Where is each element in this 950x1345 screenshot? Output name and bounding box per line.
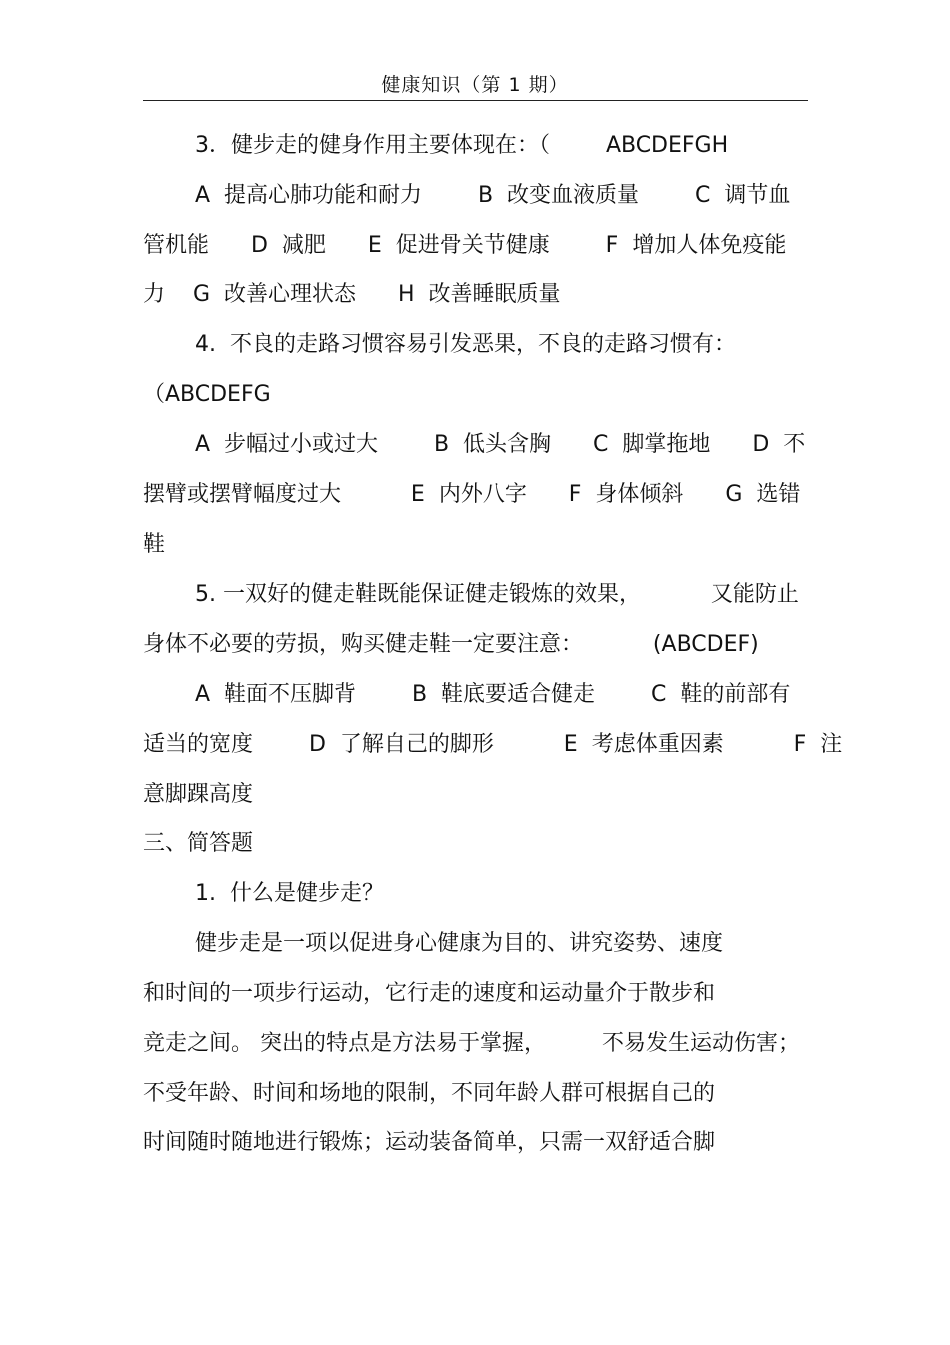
text-line: 时间随时随地进行锻炼；运动装备简单，只需一双舒适合脚 [143,1130,716,1155]
text-line: 身体不必要的劳损，购买健走鞋一定要注意： (ABCDEF) [143,632,759,657]
text-line: 5. 一双好的健走鞋既能保证健走锻炼的效果， 又能防止 [195,582,799,607]
text-line: 不受年龄、时间和场地的限制，不同年龄人群可根据自己的 [143,1081,716,1106]
text-line: 摆臂或摆臂幅度过大 E 内外八字 F 身体倾斜 G 选错 [143,482,801,507]
text-line: 和时间的一项步行运动，它行走的速度和运动量介于散步和 [143,981,716,1006]
text-line: A 步幅过小或过大 B 低头含胸 C 脚掌拖地 D 不 [195,432,806,457]
page-header-title: 健康知识（第 1 期） [381,74,569,96]
text-line: 竞走之间。 突出的特点是方法易于掌握， 不易发生运动伤害； [143,1031,800,1056]
header-divider [143,100,808,101]
text-line: 健步走是一项以促进身心健康为目的、讲究姿势、速度 [195,931,724,956]
text-line: A 提高心肺功能和耐力 B 改变血液质量 C 调节血 [195,183,791,208]
text-line: 3．健步走的健身作用主要体现在：（ ABCDEFGH [195,133,729,158]
text-line: 适当的宽度 D 了解自己的脚形 E 考虑体重因素 F 注 [143,732,843,757]
text-line: 力 G 改善心理状态 H 改善睡眠质量 [143,282,561,307]
text-line: 4. 不良的走路习惯容易引发恶果，不良的走路习惯有： [195,332,736,357]
text-line: 鞋 [143,532,166,557]
text-line: （ABCDEFG [143,382,271,407]
text-line: A 鞋面不压脚背 B 鞋底要适合健走 C 鞋的前部有 [195,682,791,707]
text-line: 管机能 D 减肥 E 促进骨关节健康 F 增加人体免疫能 [143,233,787,258]
text-line: 三、简答题 [143,831,254,856]
text-line: 意脚踝高度 [143,782,254,807]
text-line: 1. 什么是健步走？ [195,881,384,906]
